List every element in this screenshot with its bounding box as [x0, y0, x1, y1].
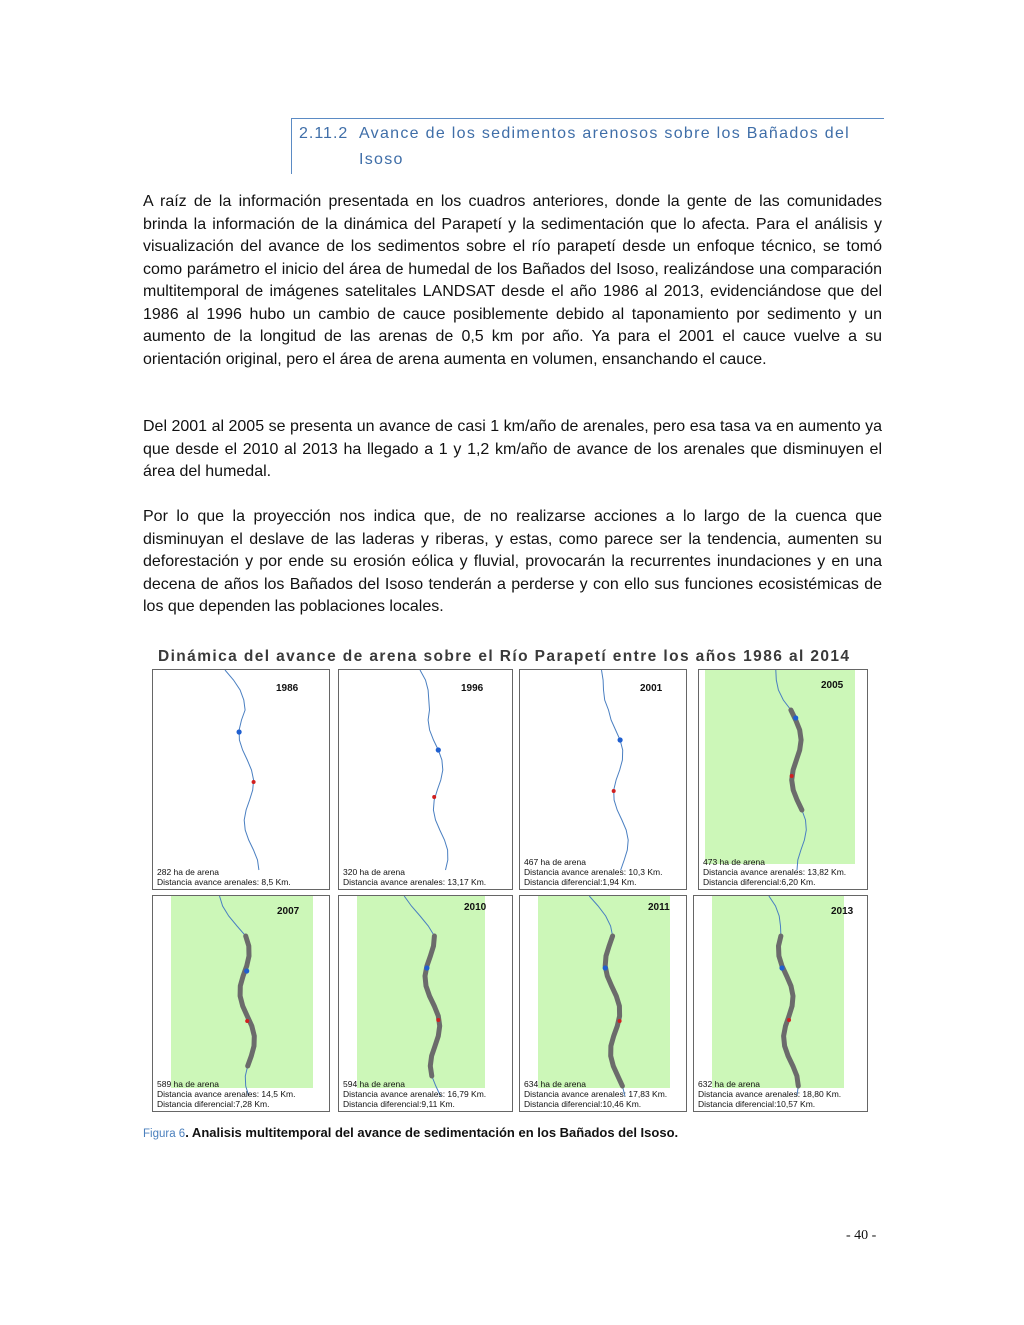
map-year-label: 2013 [831, 906, 854, 917]
map-statistics [157, 1079, 295, 1109]
body-paragraph-3: Por lo que la proyección nos indica que, de no realizarse acciones a lo largo de la cuenca que disminuyan el deslave de las laderas y riberas, y estas, como parece ser la tendencia, aumenten su deforestación y por ende su erosión eólica y fluvial, provocarán la recurrentes inundaciones y en una decena de años los Bañados del Isoso tenderán a perderse y con ello sus funciones ecosistémicas de los que dependen las poblaciones locales. [143, 508, 882, 615]
map-panel-2013 [693, 895, 868, 1112]
map-panel-2001 [519, 669, 687, 890]
section-number: 2.11.2 [299, 125, 349, 142]
sand-deposit [605, 936, 622, 1086]
map-stat-differential: Distancia diferencial:7,28 Km. [157, 1099, 270, 1109]
map-statistics [524, 1079, 667, 1109]
map-stat-area: 282 ha de arena [157, 867, 219, 877]
start-marker [779, 965, 784, 970]
map-stat-area: 473 ha de arena [703, 857, 765, 867]
end-marker [432, 795, 436, 799]
end-marker [618, 1019, 622, 1023]
start-marker [237, 729, 242, 734]
end-marker [252, 780, 256, 784]
map-stat-area: 589 ha de arena [157, 1079, 219, 1089]
map-stat-distance: Distancia avance arenales: 10,3 Km. [524, 867, 663, 877]
map-stat-distance: Distancia avance arenales: 16,79 Km. [343, 1089, 487, 1099]
figure-title: Dinámica del avance de arena sobre el Río Parapetí entre los años 1986 al 2014 [158, 648, 851, 665]
start-marker [436, 747, 441, 752]
map-year-label: 1986 [276, 683, 299, 694]
sand-deposit [240, 936, 254, 1066]
start-marker [618, 737, 623, 742]
river-map-1996 [339, 670, 513, 890]
end-marker [245, 1019, 249, 1023]
map-statistics [703, 857, 846, 887]
end-marker [790, 774, 794, 778]
map-panel-1986 [152, 669, 330, 890]
map-stat-area: 467 ha de arena [524, 857, 586, 867]
start-marker [244, 968, 249, 973]
end-marker [787, 1018, 791, 1022]
map-stat-distance: Distancia avance arenales: 18,80 Km. [698, 1089, 842, 1099]
map-statistics [524, 857, 662, 887]
map-stat-distance: Distancia avance arenales: 14,5 Km. [157, 1089, 296, 1099]
map-year-label: 2001 [640, 683, 663, 694]
sand-deposit [779, 936, 799, 1086]
map-panel-2010 [338, 895, 513, 1112]
map-stat-differential: Distancia diferencial:9,11 Km. [343, 1099, 455, 1109]
map-stat-distance: Distancia avance arenales: 17,83 Km. [524, 1089, 668, 1099]
start-marker [603, 965, 608, 970]
river-course [602, 670, 629, 870]
page-number: - 40 - [846, 1228, 877, 1243]
map-year-label: 2011 [648, 902, 670, 913]
start-marker [424, 965, 429, 970]
river-map-1986 [153, 670, 330, 890]
map-stat-differential: Distancia diferencial:1,94 Km. [524, 877, 637, 887]
body-paragraph-2: Del 2001 al 2005 se presenta un avance de casi 1 km/año de arenales, pero esa tasa va en aumento ya que desde el 2010 al 2013 ha llegado a 1 y 1,2 km/año de avance de los arenales que disminuyen el área del humedal. [143, 418, 882, 480]
sand-deposit [425, 936, 440, 1076]
map-panel-2007 [152, 895, 330, 1112]
map-stat-differential: Distancia diferencial:10,57 Km. [698, 1099, 816, 1109]
map-panel-2005 [698, 669, 868, 890]
map-year-label: 1996 [461, 683, 484, 694]
map-year-label: 2010 [464, 902, 487, 913]
map-stat-distance: Distancia avance arenales: 8,5 Km. [157, 877, 291, 887]
body-paragraph-1: A raíz de la información presentada en los cuadros anteriores, donde la gente de las comunidades brinda la información de la dinámica del Parapetí y la sedimentación que lo afecta. Para el análisis y visualización del avance de los sedimentos sobre el río parapetí desde un enfoque técnico, se tomó como parámetro el inicio del área de humedal de los Bañados del Isoso, realizándose una comparación multitemporal de imágenes satelitales LANDSAT desde el año 1986 al 2013, evidenciándose que del 1986 al 1996 hubo un cambio de cauce posiblemente debido al taponamiento por sedimento y un aumento de la longitud de las arenas de 0,5 km por año. Ya para el 2001 el cauce vuelve a su orientación original, pero el área de arena aumenta en volumen, ensanchando el cauce. [143, 193, 882, 368]
map-stat-area: 320 ha de arena [343, 867, 405, 877]
map-stat-differential: Distancia diferencial:10,46 Km. [524, 1099, 642, 1109]
map-statistics [698, 1079, 841, 1109]
map-year-label: 2007 [277, 906, 300, 917]
sand-deposit [791, 710, 802, 810]
river-course [420, 670, 448, 870]
figure-label: Figura 6 [143, 1128, 186, 1140]
map-stat-area: 634 ha de arena [524, 1079, 586, 1089]
end-marker [612, 789, 616, 793]
river-course [225, 670, 259, 870]
river-course [589, 896, 625, 1096]
map-statistics [343, 1079, 486, 1109]
map-statistics [343, 867, 486, 887]
start-marker [793, 715, 798, 720]
map-panel-1996 [338, 669, 513, 890]
figure-caption-text: . Analisis multitemporal del avance de sedimentación en los Bañados del Isoso. [185, 1125, 679, 1140]
section-title-line2: Isoso [359, 151, 404, 168]
river-course [404, 896, 440, 1096]
end-marker [436, 1018, 440, 1022]
section-title-line1: Avance de los sedimentos arenosos sobre los Bañados del [359, 125, 851, 142]
figure-caption [143, 1125, 678, 1140]
map-statistics [157, 867, 291, 887]
map-panel-2011 [519, 895, 687, 1112]
map-stat-differential: Distancia diferencial:6,20 Km. [703, 877, 816, 887]
map-stat-distance: Distancia avance arenales: 13,17 Km. [343, 877, 487, 887]
map-stat-distance: Distancia avance arenales: 13,82 Km. [703, 867, 847, 877]
map-stat-area: 594 ha de arena [343, 1079, 405, 1089]
map-year-label: 2005 [821, 680, 844, 691]
map-stat-area: 632 ha de arena [698, 1079, 760, 1089]
